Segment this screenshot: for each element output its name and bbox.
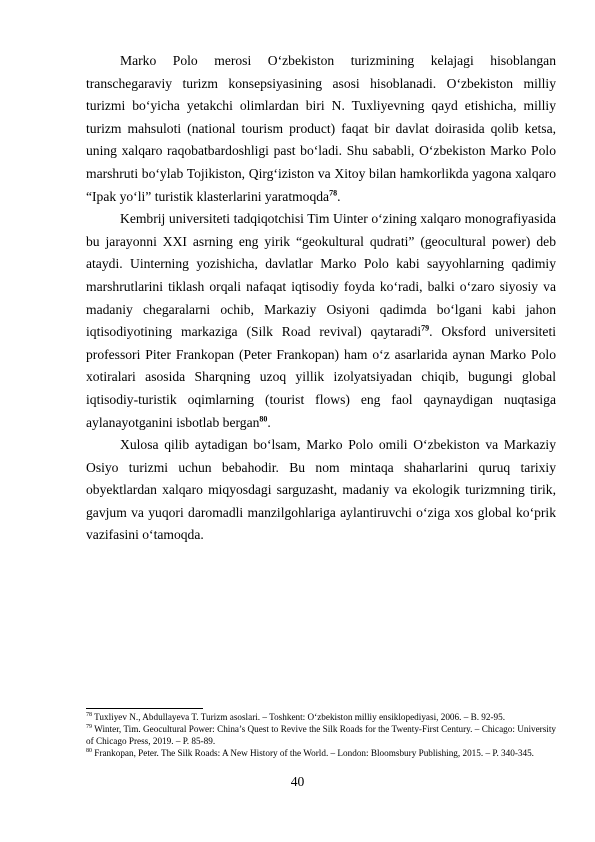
footnote-79 xyxy=(86,724,556,747)
footnote-78 xyxy=(86,712,556,724)
main-text xyxy=(86,50,556,547)
paragraph-2-text: Kembrij universiteti tadqiqotchisi Tim Uinter o‘zining xalqaro monografiyasida bu jarayonni XXI asrning eng yirik “geokultural qudrati” (geocultural power) deb ataydi. Uinterning yozishicha, davlatlar Marko Polo kabi sayyohlarning qadimiy marshrutlarini tiklash orqali nafaqat iqtisodiy foyda ko‘radi, balki o‘zaro siyosiy va madaniy chegaralarni ochib, Markaziy Osiyoni qadimda bo‘lgani kabi jahon iqtisodiyotining markaziga (Silk Road revival) qaytaradi xyxy=(86,211,556,340)
footnote-number: 79 xyxy=(86,723,92,730)
footnote-separator xyxy=(86,708,203,709)
paragraph-1-end: . xyxy=(337,188,341,204)
footnotes xyxy=(86,708,556,760)
footnote-number: 78 xyxy=(86,711,92,718)
paragraph-2 xyxy=(86,208,556,434)
paragraph-1-text: Marko Polo merosi O‘zbekiston turizmining kelajagi hisoblangan transchegaraviy turizm konsepsiyasining asosi hisoblanadi. O‘zbekiston milliy turizmi bo‘yicha yetakchi olimlardan biri N. Tuxliyevning qayd etishicha, milliy turizm mahsuloti (national tourism product) faqat bir davlat doirasida qolib ketsa, uning xalqaro raqobatbardoshligi past bo‘ladi. Shu sababli, O‘zbekiston Marko Polo marshruti bo‘ylab Tojikiston, Qirg‘iziston va Xitoy bilan hamkorlikda yagona xalqaro “Ipak yo‘li” turistik klasterlarini yaratmoqda xyxy=(86,53,556,204)
footnote-80 xyxy=(86,748,556,760)
paragraph-3 xyxy=(86,434,556,547)
paragraph-2-continued: . Oksford universiteti professori Piter Frankopan (Peter Frankopan) ham o‘z asarlarida aynan Marko Polo xotiralari asosida Sharqning uzoq yillik izolyatsiyadan chiqib, bugungi global iqtisodiy-turistik oqimlarning (tourist flows) eng faol qaynaydigan nuqtasiga aylanayotganini isbotlab bergan xyxy=(86,324,557,430)
footnote-text: Tuxliyev N., Abdullayeva T. Turizm asoslari. – Toshkent: O‘zbekiston milliy ensiklopediyasi, 2006. – B. 92-95. xyxy=(92,712,506,722)
paragraph-1 xyxy=(86,50,556,208)
footnote-number: 80 xyxy=(86,747,92,754)
page-number: 40 xyxy=(290,774,305,789)
paragraph-2-end: . xyxy=(267,414,271,430)
paragraph-3-text: Xulosa qilib aytadigan bo‘lsam, Marko Polo omili O‘zbekiston va Markaziy Osiyo turizmi uchun bebahodir. Bu nom mintaqa shaharlarini quruq tarixiy obyektlardan xalqaro miqyosdagi sarguzasht, madaniy va ekologik turizmning tirik, gavjum va yuqori daromadli manzilgohlariga aylantiruvchi o‘ziga xos global ko‘prik vazifasini o‘tamoqda. xyxy=(86,437,556,543)
footnote-text: Winter, Tim. Geocultural Power: China’s Quest to Revive the Silk Roads for the Twenty-First Century. – Chicago: University of Chicago Press, 2019. – P. 85-89. xyxy=(86,724,556,746)
footnote-ref-78[interactable]: 78 xyxy=(329,188,338,198)
footnote-text: Frankopan, Peter. The Silk Roads: A New History of the World. – London: Bloomsbury Publishing, 2015. – P. 340-345. xyxy=(92,747,534,758)
footnote-ref-79[interactable]: 79 xyxy=(421,323,430,333)
footnote-ref-80[interactable]: 80 xyxy=(259,413,268,423)
